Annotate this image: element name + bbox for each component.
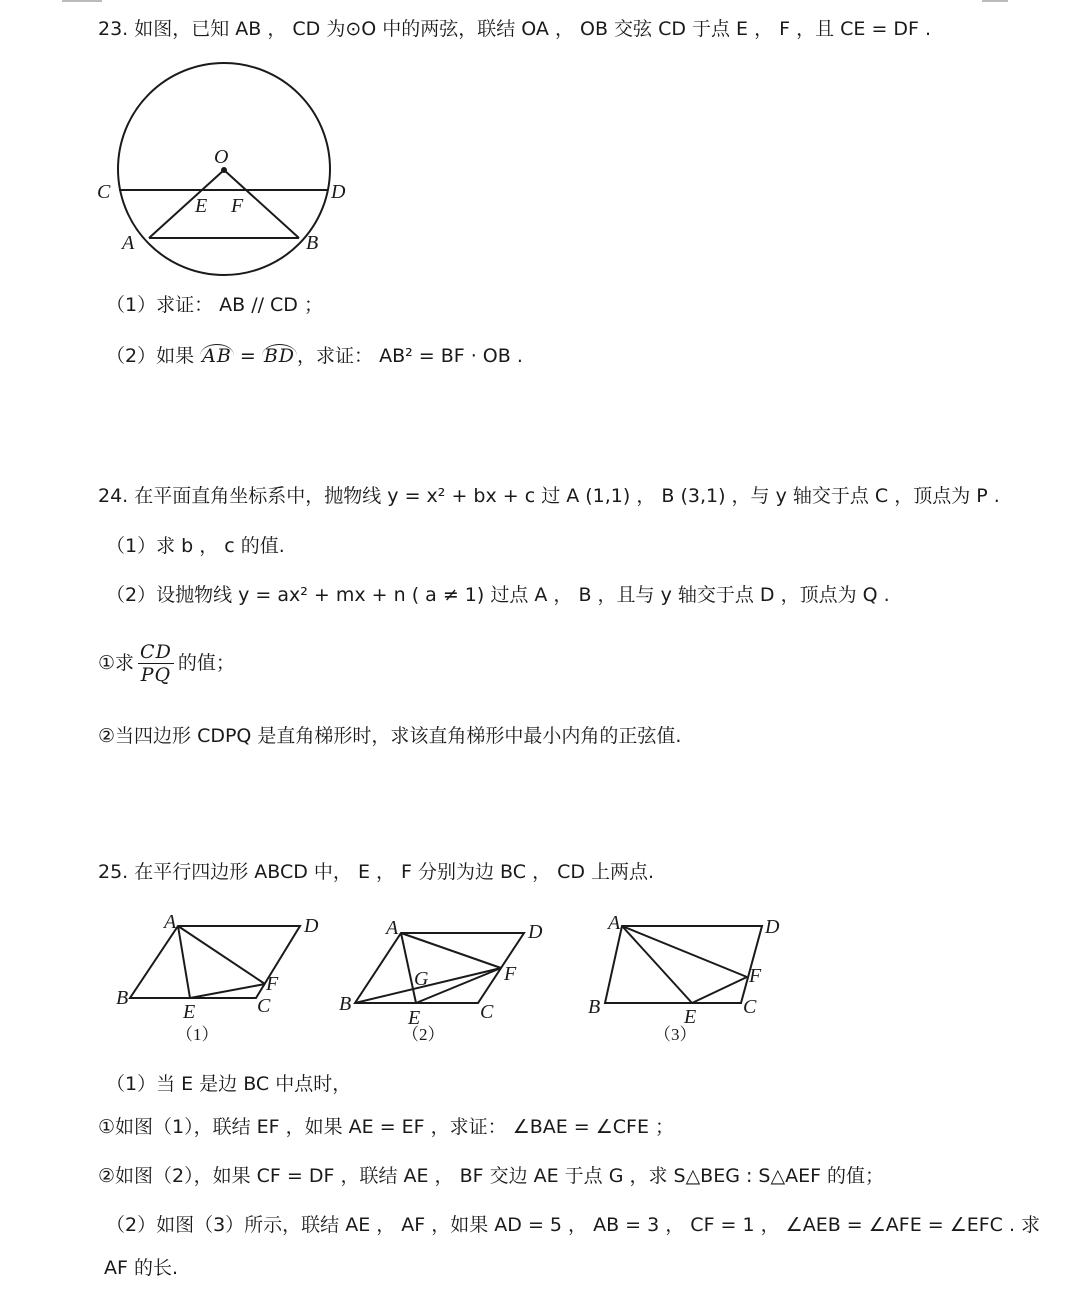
q25-f3-label-F: F bbox=[749, 965, 762, 987]
q24-part1: （1）求 b ， c 的值. bbox=[106, 535, 285, 557]
q25-f2-label-C: C bbox=[480, 1001, 494, 1023]
q23-part2-suffix: ，求证： AB² = BF · OB . bbox=[297, 345, 523, 367]
q25-part2-line2: AF 的长. bbox=[104, 1257, 179, 1279]
q25-f2-caption: （2） bbox=[402, 1025, 445, 1044]
q23-label-E: E bbox=[195, 195, 208, 217]
q25-sub1: ①如图（1），联结 EF ，如果 AE = EF ，求证： ∠BAE = ∠CFE ； bbox=[98, 1116, 675, 1138]
q25-f2-label-E: E bbox=[408, 1007, 421, 1029]
q25-f1-label-E: E bbox=[183, 1001, 196, 1023]
q23-arc-ab: AB bbox=[202, 345, 232, 367]
q25-figure-3 bbox=[605, 926, 762, 1003]
q25-f2-label-G: G bbox=[414, 968, 429, 990]
q23-label-A: A bbox=[122, 232, 135, 254]
q25-f2-label-F: F bbox=[504, 963, 517, 985]
q25-sub2: ②如图（2），如果 CF = DF ，联结 AE ， BF 交边 AE 于点 G ，求 S△BEG : S△AEF 的值； bbox=[98, 1165, 885, 1187]
q25-part1: （1）当 E 是边 BC 中点时， bbox=[106, 1073, 352, 1095]
q23-label-F: F bbox=[231, 195, 244, 217]
q25-f1-label-B: B bbox=[116, 987, 129, 1009]
q24-sub2: ②当四边形 CDPQ 是直角梯形时，求该直角梯形中最小内角的正弦值. bbox=[98, 725, 682, 747]
q25-f3-caption: （3） bbox=[654, 1025, 697, 1044]
q24-sub1-prefix: ①求 bbox=[98, 652, 135, 674]
q25-f2-label-B: B bbox=[339, 993, 352, 1015]
q25-f1-label-F: F bbox=[266, 973, 279, 995]
q25-f2-label-D: D bbox=[528, 921, 543, 943]
q25-f1-label-A: A bbox=[164, 911, 177, 933]
q25-stem: 25. 在平行四边形 ABCD 中， E ， F 分别为边 BC ， CD 上两点. bbox=[98, 861, 655, 883]
q25-f1-caption: （1） bbox=[176, 1025, 219, 1044]
q23-part1: （1）求证： AB // CD ； bbox=[106, 294, 323, 316]
q25-f3-label-E: E bbox=[684, 1006, 697, 1028]
q23-label-C: C bbox=[97, 181, 111, 203]
q25-f3-label-B: B bbox=[588, 996, 601, 1018]
q25-f3-label-D: D bbox=[765, 916, 780, 938]
q23-part2-eq: = bbox=[233, 345, 262, 367]
q24-fraction-numerator: CD bbox=[140, 641, 172, 663]
q23-label-D: D bbox=[331, 181, 346, 203]
q23-part2-prefix: （2）如果 bbox=[106, 345, 201, 367]
q24-fraction-denominator: PQ bbox=[140, 664, 172, 686]
q23-stem: 23. 如图，已知 AB ， CD 为⊙O 中的两弦，联结 OA ， OB 交弦 CD 于点 E ， F ，且 CE = DF . bbox=[98, 18, 932, 40]
q25-part2-line1: （2）如图（3）所示，联结 AE ， AF ，如果 AD = 5 ， AB = 3 ， CF = 1 ， ∠AEB = ∠AFE = ∠EFC . 求 bbox=[106, 1214, 1041, 1236]
q25-f1-label-D: D bbox=[304, 915, 319, 937]
q25-figure-2 bbox=[355, 933, 524, 1003]
q25-f1-label-C: C bbox=[257, 995, 271, 1017]
q24-part2: （2）设抛物线 y = ax² + mx + n ( a ≠ 1) 过点 A ， B ，且与 y 轴交于点 D ，顶点为 Q . bbox=[106, 584, 890, 606]
q23-label-O: O bbox=[214, 146, 229, 168]
q24-stem: 24. 在平面直角坐标系中，抛物线 y = x² + bx + c 过 A (1,1) ， B (3,1) ，与 y 轴交于点 C ，顶点为 P . bbox=[98, 485, 1000, 507]
q23-label-B: B bbox=[306, 232, 319, 254]
q25-f2-label-A: A bbox=[386, 917, 399, 939]
q25-f3-label-C: C bbox=[743, 996, 757, 1018]
q23-arc-bd: BD bbox=[263, 345, 296, 367]
q24-sub1-suffix: 的值； bbox=[177, 652, 235, 674]
q25-f3-label-A: A bbox=[608, 912, 621, 934]
